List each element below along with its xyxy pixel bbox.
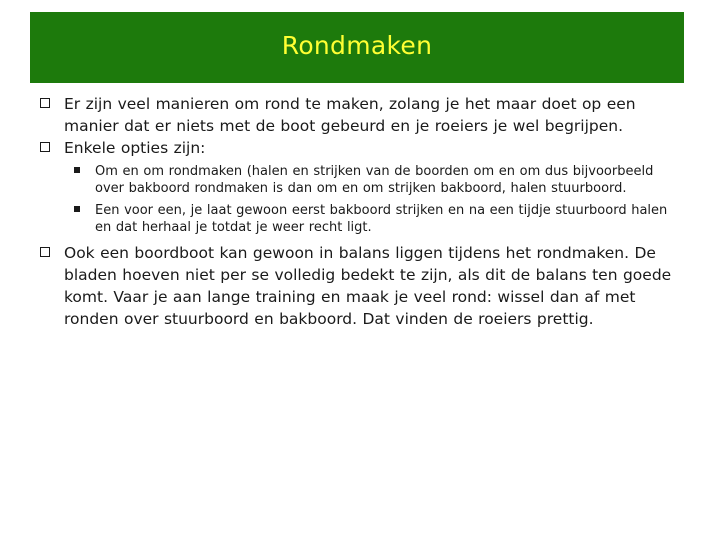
bullet-item-1 <box>40 93 680 137</box>
hollow-square-bullet-icon <box>40 98 50 108</box>
bullet-text-3: Ook een boordboot kan gewoon in balans liggen tijdens het rondmaken. De bladen hoeven niet per se volledig bedekt te zijn, als dit de balans ten goede komt. Vaar je aan lange training en maak je veel rond: wissel dan af met ronden over stuurboord en bakboord. Dat vinden de roeiers prettig. <box>64 244 672 328</box>
bullet-item-2 <box>40 137 680 159</box>
sub-item-text-2: Een voor een, je laat gewoon eerst bakboord strijken en na een tijdje stuurboord halen en dat herhaal je totdat je weer recht ligt. <box>95 203 668 235</box>
sub-item-2 <box>40 202 680 236</box>
hollow-square-bullet-icon <box>40 142 50 152</box>
slide-content <box>40 93 680 330</box>
slide-title: Rondmaken <box>281 31 433 60</box>
hollow-square-bullet-icon <box>40 247 50 257</box>
bullet-item-3 <box>40 242 680 330</box>
sub-item-1 <box>40 163 680 197</box>
sub-item-text-1: Om en om rondmaken (halen en strijken van de boorden om en om dus bijvoorbeeld over bakboord rondmaken is dan om en om strijken bakboord, halen stuurboord. <box>95 164 654 196</box>
filled-square-bullet-icon <box>74 206 80 212</box>
filled-square-bullet-icon <box>74 167 80 173</box>
sub-list <box>40 163 680 236</box>
bullet-text-2: Enkele opties zijn: <box>64 139 206 157</box>
bullet-text-1: Er zijn veel manieren om rond te maken, zolang je het maar doet op een manier dat er niets met de boot gebeurd en je roeiers je wel begrijpen. <box>64 95 636 135</box>
title-bar <box>30 12 684 83</box>
